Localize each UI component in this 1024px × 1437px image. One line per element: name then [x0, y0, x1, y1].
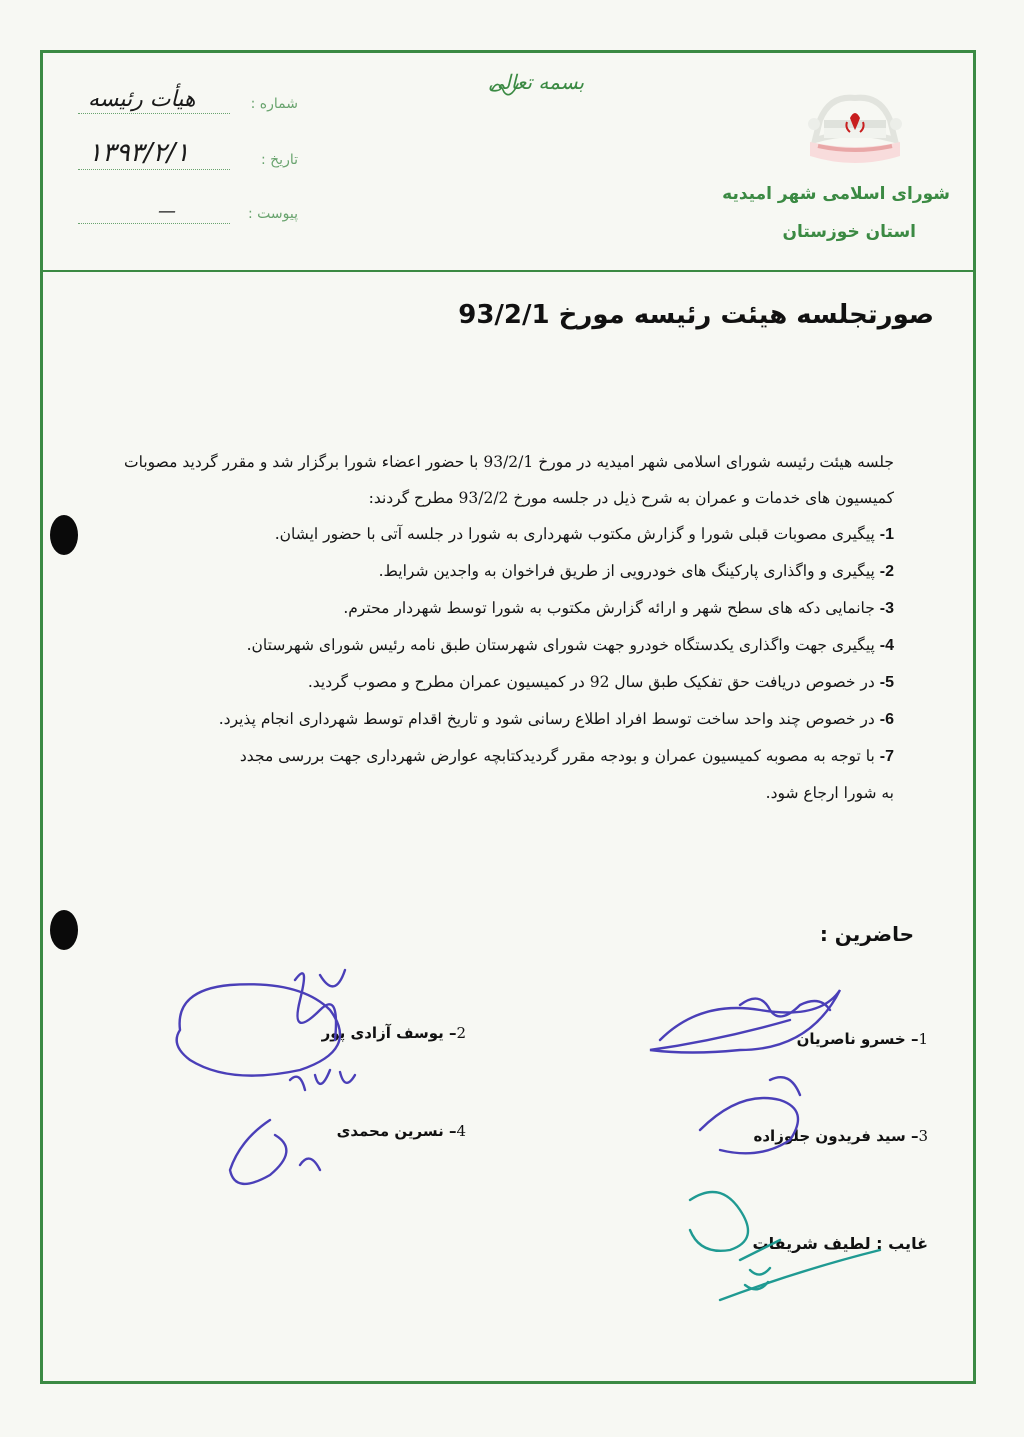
number-value: هیأت رئیسه — [88, 87, 196, 112]
meta-attachment-row — [78, 202, 298, 228]
item-text: جانمایی دکه های سطح شهر و ارائه گزارش مکتوب به شورا توسط شهردار محترم. — [343, 599, 875, 617]
item-number: 2- — [879, 563, 894, 580]
date-label: تاریخ : — [260, 152, 298, 168]
attachment-dotted-line — [78, 223, 230, 224]
item-text: پیگیری جهت واگذاری یکدستگاه خودرو جهت شورای شهرستان طبق نامه رئیس شورای شهرستان. — [246, 636, 875, 654]
attachment-label: پیوست : — [248, 206, 298, 222]
item-text: پیگیری و واگذاری پارکینگ های خودرویی از طریق فراخوان به واجدین شرایط. — [378, 562, 875, 580]
item-number: 3- — [879, 600, 894, 617]
item-number: 6- — [879, 711, 894, 728]
attendee-name: – نسرین محمدی — [336, 1122, 457, 1140]
attendee-number: 3 — [918, 1127, 928, 1145]
organization-province: استان خوزستان — [782, 222, 916, 242]
list-item — [124, 627, 894, 664]
attendee-3 — [754, 1127, 929, 1145]
number-dotted-line — [78, 113, 230, 114]
list-item — [124, 664, 894, 701]
organization-name: شورای اسلامی شهر امیدیه — [722, 184, 950, 204]
meta-number-row — [78, 87, 298, 118]
list-item — [124, 738, 894, 775]
resolution-list — [124, 516, 894, 811]
list-item — [124, 701, 894, 738]
attendee-name: – خسرو ناصریان — [796, 1030, 919, 1048]
date-dotted-line — [78, 169, 230, 170]
attachment-value: — — [158, 201, 176, 222]
binder-hole-bottom — [50, 910, 78, 950]
document-title: صورتجلسه هیئت رئیسه مورخ 93/2/1 — [458, 300, 934, 330]
minutes-body — [124, 444, 894, 811]
attendees-heading: حاضرین : — [819, 922, 914, 946]
date-value: ۱۳۹۳/۲/۱ — [88, 138, 190, 168]
number-label: شماره : — [250, 96, 298, 112]
attendee-1 — [797, 1030, 928, 1048]
attendee-number: 2 — [456, 1024, 466, 1042]
basmala: بسمه تعالی — [488, 70, 585, 94]
list-item — [124, 516, 894, 553]
item-number: 7- — [879, 748, 894, 765]
attendee-number: 4 — [456, 1122, 466, 1140]
attendee-4 — [337, 1122, 466, 1140]
intro-paragraph: جلسه هیئت رئیسه شورای اسلامی شهر امیدیه در مورخ 93/2/1 با حضور اعضاء شورا برگزار شد و مقرر گردید مصوبات کمیسیون های خدمات و عمران به شرح ذیل در جلسه مورخ 93/2/2 مطرح گردند: — [124, 453, 894, 507]
list-item — [124, 590, 894, 627]
absent-member: غایب : لطیف شریفات — [752, 1234, 928, 1253]
attendee-2 — [322, 1024, 466, 1042]
meta-date-row — [78, 138, 298, 174]
list-item-continuation — [124, 775, 894, 811]
item-number: 1- — [879, 526, 894, 543]
item-text: با توجه به مصوبه کمیسیون عمران و بودجه مقرر گردیدکتابچه عوارض شهرداری جهت بررسی مجدد — [239, 747, 875, 765]
item-number: 5- — [879, 674, 894, 691]
attendee-name: – یوسف آزادی پور — [321, 1024, 457, 1042]
item-text: در خصوص دریافت حق تفکیک طبق سال 92 در کمیسیون عمران مطرح و مصوب گردید. — [307, 673, 875, 691]
attendee-name: – سید فریدون جلوزاده — [753, 1127, 919, 1145]
item-text: به شورا ارجاع شود. — [765, 784, 894, 802]
header-divider — [40, 270, 976, 272]
item-number: 4- — [879, 637, 894, 654]
attendee-number: 1 — [918, 1030, 928, 1048]
list-item — [124, 553, 894, 590]
item-text: پیگیری مصوبات قبلی شورا و گزارش مکتوب شهرداری به شورا در جلسه آتی با حضور ایشان. — [274, 525, 875, 543]
item-text: در خصوص چند واحد ساخت توسط افراد اطلاع رسانی شود و تاریخ اقدام توسط شهرداری انجام پذیرد. — [218, 710, 875, 728]
binder-hole-top — [50, 515, 78, 555]
iran-emblem-icon — [800, 90, 910, 170]
